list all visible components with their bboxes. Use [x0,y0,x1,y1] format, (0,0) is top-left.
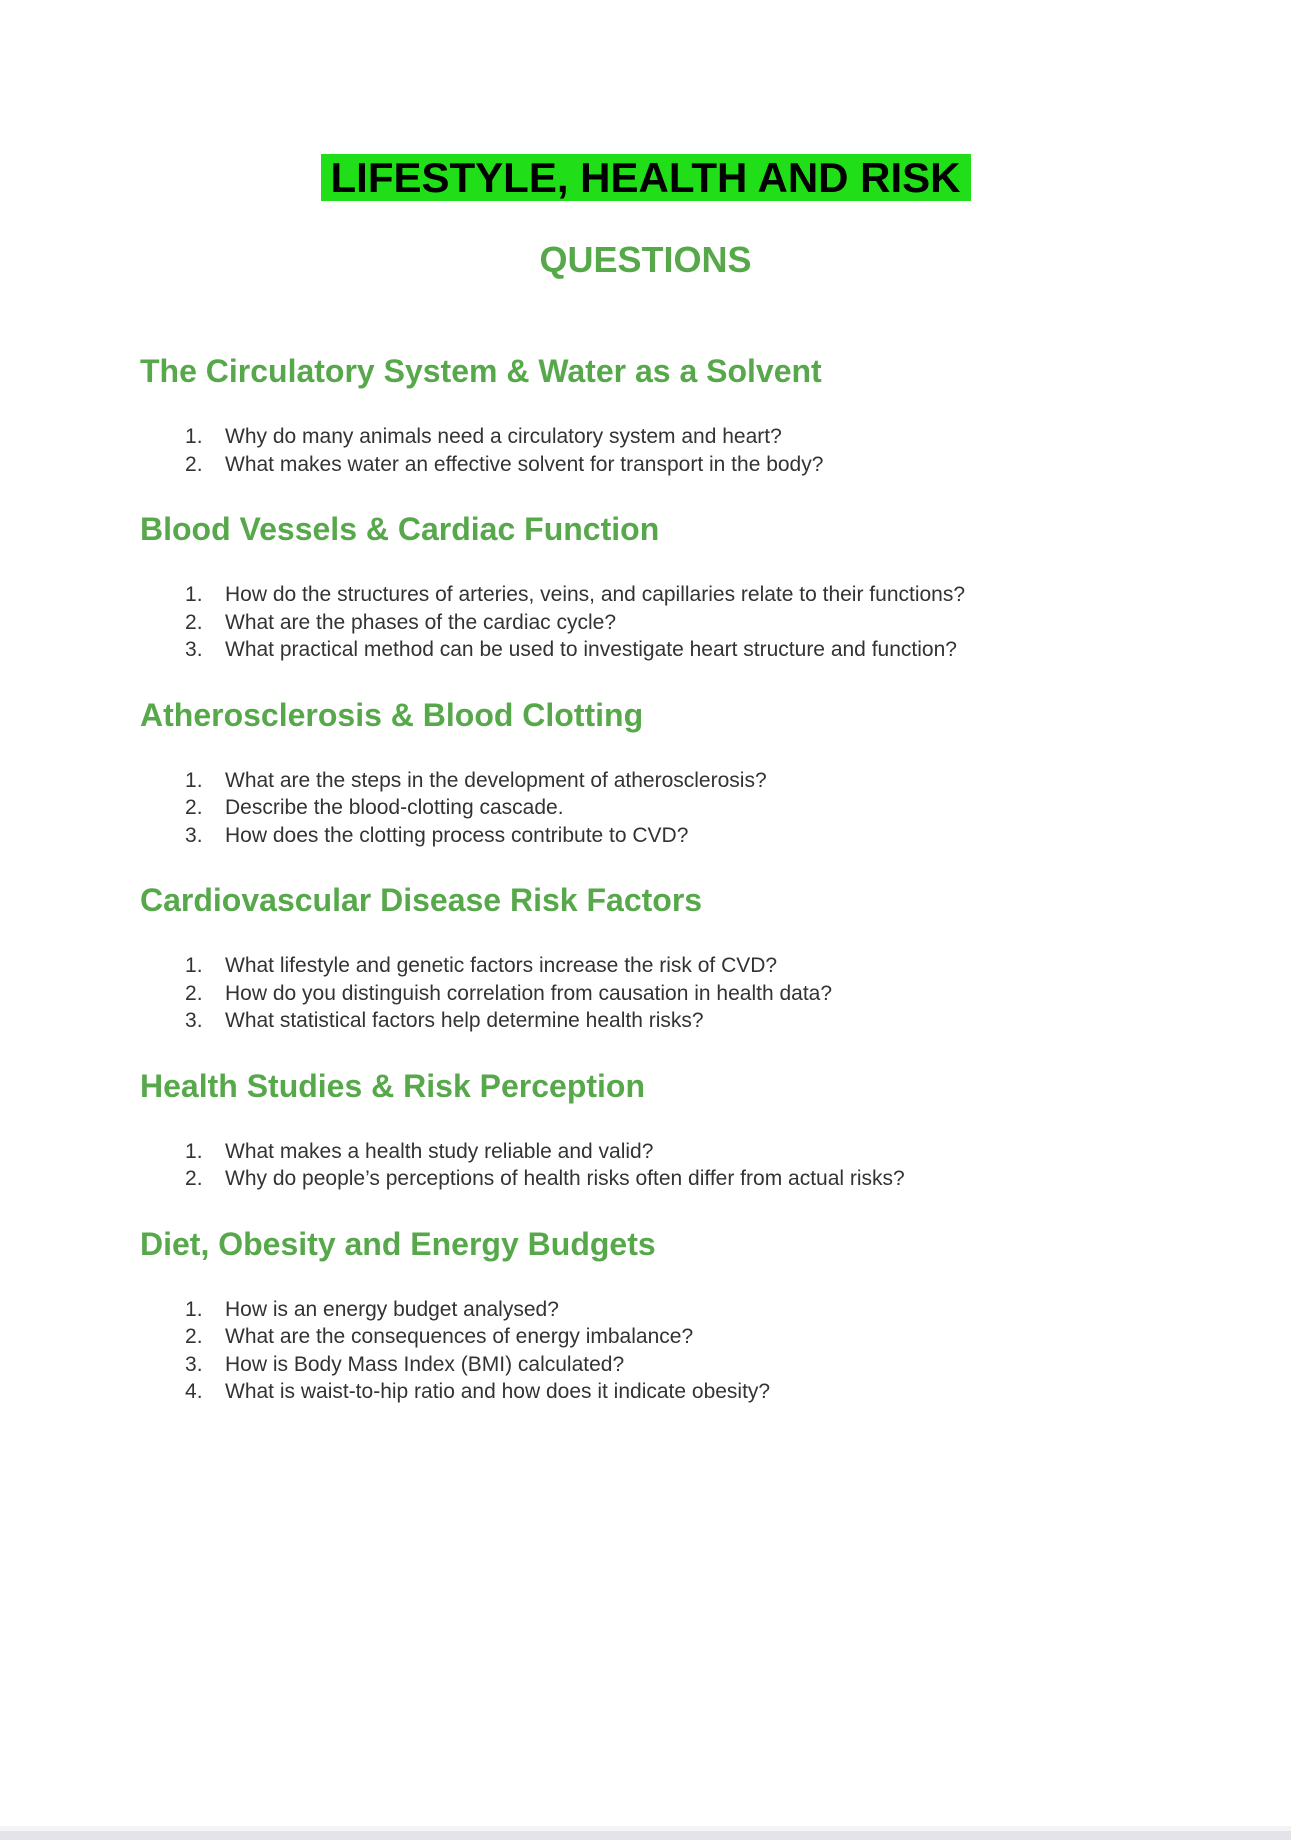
document-subtitle: QUESTIONS [539,239,752,280]
question-list [140,581,1151,664]
question-section [140,1066,1151,1193]
question-item: Describe the blood-clotting cascade. [225,796,564,819]
document-title: LIFESTYLE, HEALTH AND RISK [321,154,971,201]
question-item: What lifestyle and genetic factors increase the risk of CVD? [225,954,778,977]
question-item: What are the consequences of energy imbalance? [225,1325,694,1348]
question-item: What statistical factors help determine health risks? [225,1009,704,1032]
question-item: How does the clotting process contribute to CVD? [225,823,689,847]
question-item: How is an energy budget analysed? [225,1297,559,1321]
question-list [140,767,1151,850]
question-section [140,695,1151,850]
section-heading: Health Studies & Risk Perception [140,1067,646,1104]
section-heading: Diet, Obesity and Energy Budgets [140,1225,656,1262]
section-heading: Blood Vessels & Cardiac Function [140,511,660,547]
question-list [140,1138,1151,1193]
question-list [140,423,1151,478]
section-heading: Atherosclerosis & Blood Clotting [140,696,644,733]
section-heading: The Circulatory System & Water as a Solvent [140,353,822,389]
question-item: How do you distinguish correlation from causation in health data? [225,981,833,1005]
question-item: Why do many animals need a circulatory system and heart? [225,425,782,448]
question-section [140,509,1151,664]
question-item: How is Body Mass Index (BMI) calculated? [225,1352,625,1376]
document-title-line [140,153,1151,202]
question-list [140,1296,1151,1406]
window-bottom-edge [0,1826,1291,1840]
section-heading: Cardiovascular Disease Risk Factors [140,882,703,918]
document-content [140,153,1151,1406]
question-item: What makes a health study reliable and valid? [225,1139,654,1163]
question-item: What is waist-to-hip ratio and how does it indicate obesity? [225,1380,771,1403]
question-list [140,952,1151,1035]
question-item: What practical method can be used to investigate heart structure and function? [225,638,957,661]
question-item: What are the steps in the development of atherosclerosis? [225,768,767,792]
question-item: Why do people’s perceptions of health risks often differ from actual risks? [225,1167,905,1190]
question-item: How do the structures of arteries, veins, and capillaries relate to their functions? [225,583,966,606]
question-section [140,880,1151,1035]
sections-container [140,351,1151,1406]
question-item: What are the phases of the cardiac cycle? [225,610,617,634]
question-section [140,1224,1151,1406]
question-section [140,351,1151,478]
question-item: What makes water an effective solvent for transport in the body? [225,452,824,476]
